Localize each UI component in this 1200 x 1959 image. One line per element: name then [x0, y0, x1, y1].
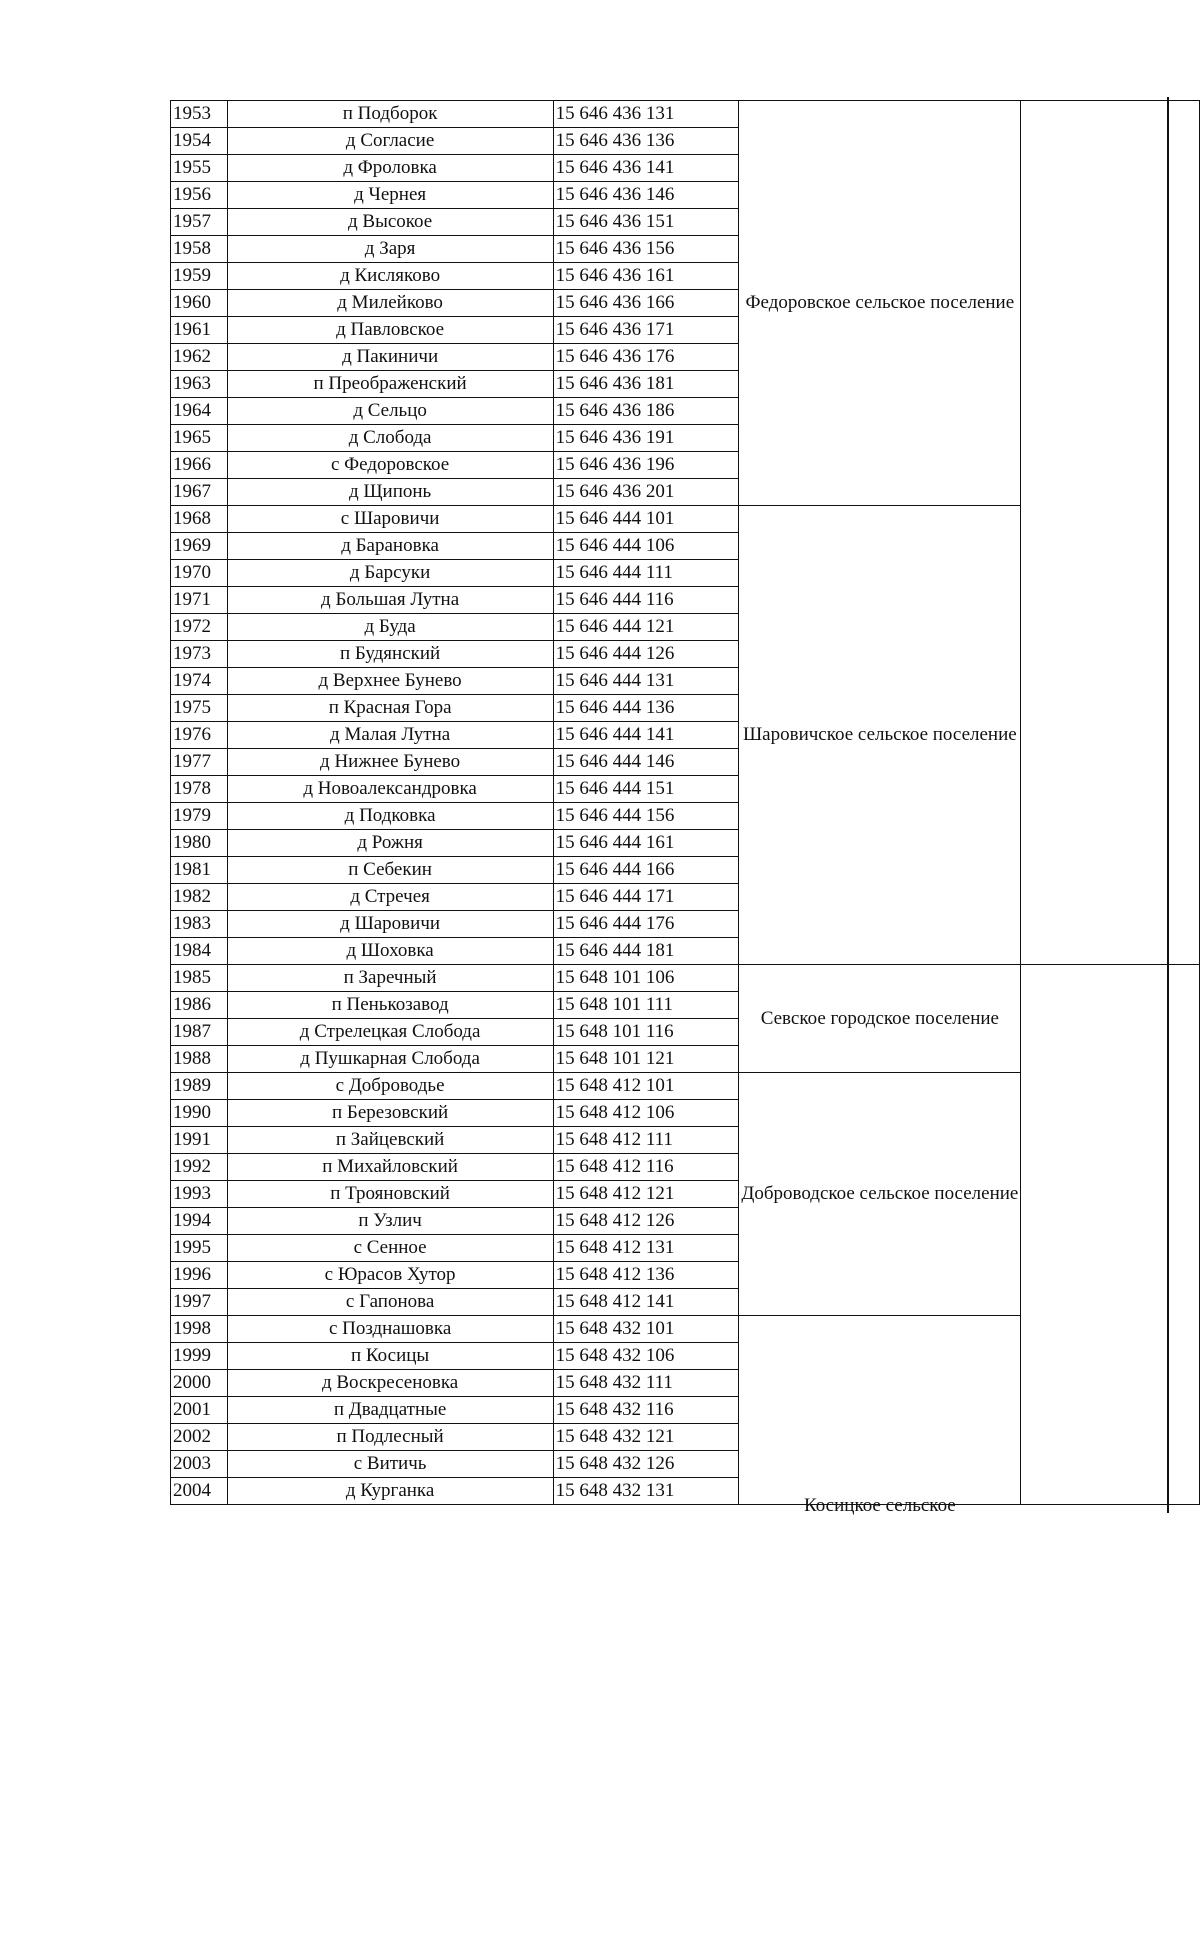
- table-row: [171, 965, 1200, 992]
- settlement-code: 15 646 444 156: [553, 803, 739, 830]
- settlement-name: д Пушкарная Слобода: [227, 1046, 553, 1073]
- settlement-name: п Заречный: [227, 965, 553, 992]
- row-number: 1985: [171, 965, 228, 992]
- settlement-name: д Большая Лутна: [227, 587, 553, 614]
- side-column-cell: [1021, 965, 1200, 1505]
- settlement-code: 15 646 436 181: [553, 371, 739, 398]
- settlement-code: 15 646 444 101: [553, 506, 739, 533]
- settlement-name: п Березовский: [227, 1100, 553, 1127]
- municipality-label: Федоровское сельское поселение: [745, 292, 1015, 313]
- row-number: 1956: [171, 182, 228, 209]
- settlement-name: п Подлесный: [227, 1424, 553, 1451]
- row-number: 1970: [171, 560, 228, 587]
- row-number: 1978: [171, 776, 228, 803]
- settlement-name: с Доброводье: [227, 1073, 553, 1100]
- settlement-code: 15 648 432 111: [553, 1370, 739, 1397]
- settlement-code: 15 648 412 116: [553, 1154, 739, 1181]
- row-number: 1966: [171, 452, 228, 479]
- settlement-name: д Рожня: [227, 830, 553, 857]
- municipality-label: Севское городское поселение: [760, 1007, 999, 1029]
- row-number: 1995: [171, 1235, 228, 1262]
- row-number: 1989: [171, 1073, 228, 1100]
- settlement-code: 15 648 412 106: [553, 1100, 739, 1127]
- municipality-cell: [739, 965, 1021, 1073]
- settlement-code: 15 648 101 106: [553, 965, 739, 992]
- settlement-name: д Щипонь: [227, 479, 553, 506]
- settlement-name: д Подковка: [227, 803, 553, 830]
- settlement-name: п Будянский: [227, 641, 553, 668]
- settlement-name: п Преображенский: [227, 371, 553, 398]
- table-row: [171, 101, 1200, 128]
- settlement-code: 15 646 444 161: [553, 830, 739, 857]
- settlement-name: п Красная Гора: [227, 695, 553, 722]
- row-number: 1975: [171, 695, 228, 722]
- settlement-name: д Сельцо: [227, 398, 553, 425]
- row-number: 1964: [171, 398, 228, 425]
- settlement-code: 15 648 101 111: [553, 992, 739, 1019]
- row-number: 1957: [171, 209, 228, 236]
- row-number: 1988: [171, 1046, 228, 1073]
- row-number: 1996: [171, 1262, 228, 1289]
- settlement-code: 15 646 444 136: [553, 695, 739, 722]
- settlement-name: с Юрасов Хутор: [227, 1262, 553, 1289]
- settlement-code: 15 646 436 166: [553, 290, 739, 317]
- settlement-name: д Согласие: [227, 128, 553, 155]
- settlement-code: 15 646 444 121: [553, 614, 739, 641]
- settlement-code: 15 646 444 106: [553, 533, 739, 560]
- settlement-name: с Гапонова: [227, 1289, 553, 1316]
- settlement-code: 15 646 444 131: [553, 668, 739, 695]
- settlement-code: 15 646 436 196: [553, 452, 739, 479]
- settlement-code: 15 646 436 176: [553, 344, 739, 371]
- settlement-name: д Стрелецкая Слобода: [227, 1019, 553, 1046]
- settlement-code: 15 646 444 111: [553, 560, 739, 587]
- row-number: 1954: [171, 128, 228, 155]
- settlement-code: 15 646 436 191: [553, 425, 739, 452]
- row-number: 1991: [171, 1127, 228, 1154]
- settlement-name: п Двадцатные: [227, 1397, 553, 1424]
- row-number: 1999: [171, 1343, 228, 1370]
- settlement-code: 15 646 436 201: [553, 479, 739, 506]
- settlement-code: 15 648 412 101: [553, 1073, 739, 1100]
- page-right-rule: [1167, 97, 1169, 1513]
- settlement-name: с Сенное: [227, 1235, 553, 1262]
- row-number: 1992: [171, 1154, 228, 1181]
- row-number: 1971: [171, 587, 228, 614]
- settlement-name: д Милейково: [227, 290, 553, 317]
- row-number: 1976: [171, 722, 228, 749]
- settlement-code: 15 648 432 116: [553, 1397, 739, 1424]
- settlement-name: д Шаровичи: [227, 911, 553, 938]
- settlement-code: 15 648 412 131: [553, 1235, 739, 1262]
- row-number: 1969: [171, 533, 228, 560]
- settlement-code: 15 648 412 126: [553, 1208, 739, 1235]
- settlement-name: д Верхнее Бунево: [227, 668, 553, 695]
- settlement-name: д Высокое: [227, 209, 553, 236]
- row-number: 2001: [171, 1397, 228, 1424]
- row-number: 1979: [171, 803, 228, 830]
- municipality-cell: [739, 1073, 1021, 1316]
- municipality-label: Шаровичское сельское поселение: [743, 724, 1017, 745]
- settlement-code: 15 646 444 116: [553, 587, 739, 614]
- settlement-code: 15 648 432 126: [553, 1451, 739, 1478]
- table-body: [171, 101, 1200, 1516]
- settlement-name: с Позднашовка: [227, 1316, 553, 1343]
- settlement-name: п Косицы: [227, 1343, 553, 1370]
- settlement-code: 15 648 432 131: [553, 1478, 739, 1505]
- settlement-code: 15 646 436 186: [553, 398, 739, 425]
- settlement-name: п Пенькозавод: [227, 992, 553, 1019]
- settlement-name: д Барсуки: [227, 560, 553, 587]
- side-column-cell: [1021, 101, 1200, 965]
- municipality-label: Косицкое сельское: [803, 1495, 956, 1516]
- settlement-code: 15 648 412 121: [553, 1181, 739, 1208]
- row-number: 2000: [171, 1370, 228, 1397]
- row-number: 1981: [171, 857, 228, 884]
- row-number: 1984: [171, 938, 228, 965]
- settlement-code: 15 646 444 151: [553, 776, 739, 803]
- settlement-name: д Курганка: [227, 1478, 553, 1505]
- settlement-name: д Малая Лутна: [227, 722, 553, 749]
- settlement-code: 15 646 436 171: [553, 317, 739, 344]
- row-number: 1961: [171, 317, 228, 344]
- settlement-code: 15 648 412 111: [553, 1127, 739, 1154]
- settlement-name: д Слобода: [227, 425, 553, 452]
- settlement-name: д Воскресеновка: [227, 1370, 553, 1397]
- row-number: 1960: [171, 290, 228, 317]
- settlement-name: д Кисляково: [227, 263, 553, 290]
- settlement-code: 15 646 436 131: [553, 101, 739, 128]
- row-number: 1958: [171, 236, 228, 263]
- row-number: 1977: [171, 749, 228, 776]
- settlement-code: 15 648 101 121: [553, 1046, 739, 1073]
- settlement-code: 15 648 412 136: [553, 1262, 739, 1289]
- settlement-code: 15 648 432 121: [553, 1424, 739, 1451]
- row-number: 1962: [171, 344, 228, 371]
- settlement-name: п Трояновский: [227, 1181, 553, 1208]
- settlement-code: 15 646 444 141: [553, 722, 739, 749]
- settlement-code: 15 646 436 151: [553, 209, 739, 236]
- settlement-name: д Барановка: [227, 533, 553, 560]
- row-number: 1959: [171, 263, 228, 290]
- settlement-name: д Фроловка: [227, 155, 553, 182]
- row-number: 2003: [171, 1451, 228, 1478]
- settlement-name: д Заря: [227, 236, 553, 263]
- settlement-name: д Нижнее Бунево: [227, 749, 553, 776]
- row-number: 1968: [171, 506, 228, 533]
- settlements-table: [170, 100, 1200, 1516]
- settlement-name: д Новоалександровка: [227, 776, 553, 803]
- row-number: 1967: [171, 479, 228, 506]
- settlement-name: с Шаровичи: [227, 506, 553, 533]
- row-number: 1953: [171, 101, 228, 128]
- settlement-name: с Федоровское: [227, 452, 553, 479]
- settlement-name: д Чернея: [227, 182, 553, 209]
- settlement-code: 15 646 436 141: [553, 155, 739, 182]
- row-number: 1980: [171, 830, 228, 857]
- municipality-cell: [739, 506, 1021, 965]
- row-number: 1982: [171, 884, 228, 911]
- settlement-name: п Узлич: [227, 1208, 553, 1235]
- row-number: 1993: [171, 1181, 228, 1208]
- municipality-cell: [739, 101, 1021, 506]
- row-number: 1972: [171, 614, 228, 641]
- municipality-label: Доброводское сельское поселение: [741, 1183, 1019, 1204]
- row-number: 1997: [171, 1289, 228, 1316]
- row-number: 1974: [171, 668, 228, 695]
- settlement-code: 15 648 432 106: [553, 1343, 739, 1370]
- row-number: 1986: [171, 992, 228, 1019]
- settlement-code: 15 646 436 161: [553, 263, 739, 290]
- settlement-name: п Зайцевский: [227, 1127, 553, 1154]
- row-number: 2004: [171, 1478, 228, 1505]
- row-number: 2002: [171, 1424, 228, 1451]
- settlement-name: с Витичь: [227, 1451, 553, 1478]
- settlement-code: 15 646 436 136: [553, 128, 739, 155]
- row-number: 1965: [171, 425, 228, 452]
- settlement-code: 15 646 444 181: [553, 938, 739, 965]
- settlement-code: 15 646 444 126: [553, 641, 739, 668]
- settlement-name: п Подборок: [227, 101, 553, 128]
- settlement-name: д Павловское: [227, 317, 553, 344]
- row-number: 1990: [171, 1100, 228, 1127]
- settlement-code: 15 646 444 146: [553, 749, 739, 776]
- row-number: 1955: [171, 155, 228, 182]
- settlement-name: д Шоховка: [227, 938, 553, 965]
- settlement-name: п Себекин: [227, 857, 553, 884]
- settlement-code: 15 648 101 116: [553, 1019, 739, 1046]
- settlement-code: 15 648 432 101: [553, 1316, 739, 1343]
- settlement-code: 15 646 436 156: [553, 236, 739, 263]
- row-number: 1973: [171, 641, 228, 668]
- settlement-name: п Михайловский: [227, 1154, 553, 1181]
- row-number: 1998: [171, 1316, 228, 1343]
- settlement-name: д Пакиничи: [227, 344, 553, 371]
- settlement-code: 15 646 444 176: [553, 911, 739, 938]
- row-number: 1994: [171, 1208, 228, 1235]
- settlement-code: 15 648 412 141: [553, 1289, 739, 1316]
- row-number: 1963: [171, 371, 228, 398]
- row-number: 1983: [171, 911, 228, 938]
- settlement-name: д Буда: [227, 614, 553, 641]
- municipality-cell: [739, 1316, 1021, 1516]
- settlement-code: 15 646 436 146: [553, 182, 739, 209]
- settlement-code: 15 646 444 171: [553, 884, 739, 911]
- settlement-name: д Стречея: [227, 884, 553, 911]
- row-number: 1987: [171, 1019, 228, 1046]
- settlement-code: 15 646 444 166: [553, 857, 739, 884]
